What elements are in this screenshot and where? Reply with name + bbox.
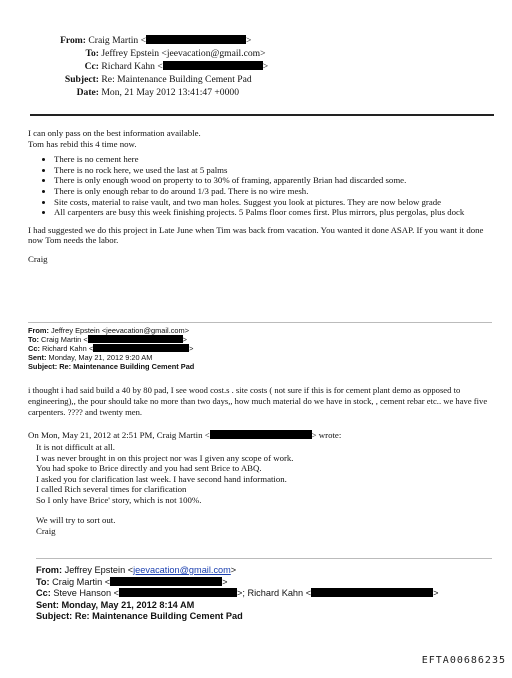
email3-subject-value: Re: Maintenance Building Cement Pad [74,611,243,621]
email1-date-label: Date: [76,87,99,98]
redaction-bar [88,335,183,343]
email2-to-close: > [182,335,187,344]
email2-sent-row [28,353,488,362]
email2-sent-label: Sent: [28,353,47,362]
email1-to-label: To: [85,48,99,59]
email3-header [36,565,476,623]
redaction-bar [110,577,222,586]
email2-to-label: To: [28,335,39,344]
list-item: • There is no cement here [54,154,493,165]
email2-sent-value: Monday, May 21, 2012 9:20 AM [48,353,153,362]
email1-to-row [0,47,512,60]
email2-body [28,385,493,417]
email1-cc-close: > [262,61,269,72]
list-item: • There is no rock here, we used the last at 5 palms [54,165,493,176]
email1-bullet-list [28,154,493,218]
email2-cc-value: Richard Kahn < [41,344,94,353]
email1-header [0,34,512,99]
email3-sent-label: Sent: [36,599,59,610]
quoted-body [36,442,476,536]
email3-subject-label: Subject: [36,611,73,621]
email2-cc-close: > [189,344,194,353]
email3-subject-row [36,611,476,623]
email2-from-label: From: [28,326,49,335]
email2-cc-label: Cc: [28,344,40,353]
email1-signature: Craig [28,253,48,264]
email1-date-value: Mon, 21 May 2012 13:41:47 +0000 [101,87,239,98]
redaction-bar [119,588,237,597]
redaction-bar [146,35,246,44]
email3-cc-row [36,588,476,600]
email1-cc-row [0,60,512,73]
email3-to-label: To: [36,576,50,587]
email1-from-label: From: [60,35,86,46]
email2-to-value: Craig Martin < [41,335,88,344]
email3-sent-row [36,600,476,612]
email2-to-row [28,335,488,344]
email3-from-email-link[interactable]: jeevacation@gmail.com [133,565,231,575]
document-id: EFTA00686235 [421,655,506,666]
redaction-bar [93,344,189,352]
quoted-line: I asked you for clarification last week. I have second hand information. [36,473,287,484]
quoted-line: I called Rich several times for clarification [36,484,187,494]
email3-to-close: > [222,576,228,587]
email3-from-label: From: [36,565,63,575]
quoted-intro-before: On Mon, May 21, 2012 at 2:51 PM, Craig Martin < [28,430,210,440]
email1-from-value: Craig Martin < [88,35,147,46]
redaction-bar [163,61,263,70]
reply-divider [28,322,492,323]
email1-subject-row [0,73,512,86]
email1-line2: Tom has rebid this 4 time now. [28,138,137,149]
list-item: • There is only enough rebar to do around 1/3 pad. There is no wire mesh. [54,186,493,197]
email3-cc-close: > [433,588,439,598]
quoted-line: It is not difficult at all. [36,442,115,452]
email1-subject-value: Re: Maintenance Building Cement Pad [101,74,252,85]
redaction-bar [311,588,433,597]
quoted-signature: Craig [36,525,56,536]
email2-body-text: i thought i had said build a 40 by 80 pad, I see wood cost.s . site costs ( not sure if this is for cement plant demo as opposed to engineering),, the pour should take no more than two days,, how much material do we have in stock, , cement rebar etc.. we have five carpenters. ???? and twenty men. [28,385,488,417]
email3-sent-value: Monday, May 21, 2012 8:14 AM [61,599,195,610]
email1-subject-label: Subject: [64,74,99,85]
quoted-line: I was never brought in on this project nor was I given any scope of work. [36,452,294,463]
email2-subject-row [28,362,488,371]
email3-cc-mid: >; Richard Kahn < [237,588,312,598]
email2-cc-row [28,344,488,353]
quote-divider [36,558,492,559]
email1-paragraph: I had suggested we do this project in Late June when Tim was back from vacation. You wanted it done ASAP. If you want it done now Tom needs the labor. [28,224,484,246]
email1-body [28,128,493,265]
quoted-closing: We will try to sort out. [36,515,116,525]
email3-from-close: > [230,565,237,575]
email1-cc-value: Richard Kahn < [101,61,163,72]
list-item: • All carpenters are busy this week finishing projects. 5 Palms floor comes first. Plus mirrors, plus pergolas, plus dock [54,207,493,218]
email2-from-value: Jeffrey Epstein <jeevacation@gmail.com> [51,326,190,335]
email1-from-close: > [246,35,252,46]
email3-cc-label: Cc: [36,588,51,598]
email1-to-value: Jeffrey Epstein <jeevacation@gmail.com> [101,48,266,59]
email3-to-value: Craig Martin < [52,576,111,587]
email1-from-row [0,34,512,47]
email2-from-row [28,326,488,335]
email2-header [28,326,488,371]
email1-cc-label: Cc: [84,61,99,72]
email3-from-row [36,565,476,577]
redaction-bar [210,430,312,439]
quoted-intro-after: > wrote: [311,430,342,440]
email2-subject-value: Re: Maintenance Building Cement Pad [59,362,195,371]
email3-to-row [36,577,476,589]
quoted-line: So I only have Brice' story, which is not 100%. [36,494,202,505]
email3-from-name: Jeffrey Epstein < [64,565,134,575]
quoted-intro [28,430,493,441]
email3-cc-value: Steve Hanson < [53,588,120,598]
quoted-line: You had spoke to Brice directly and you had sent Brice to ABQ. [36,463,262,473]
email2-subject-label: Subject: [28,362,58,371]
list-item: • There is only enough wood on property to to 30% of framing, apparently Brian had discarded some. [54,175,493,186]
email1-date-row [0,86,512,99]
email1-line1: I can only pass on the best information available. [28,128,201,138]
header-divider [30,114,494,116]
list-item: • Site costs, material to raise vault, and two man holes. Suggest you look at pictures. They are now below grade [54,197,493,208]
